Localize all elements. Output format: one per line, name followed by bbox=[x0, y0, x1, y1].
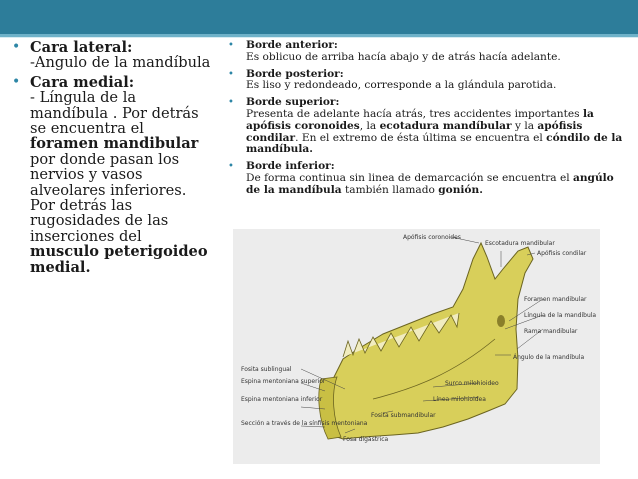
label-escotadura: Escotadura mandibular bbox=[485, 240, 555, 247]
foramen-mark bbox=[497, 315, 505, 327]
label-linea: Línea milohioidea bbox=[433, 396, 486, 403]
label-foramen: Foramen mandibular bbox=[524, 296, 587, 303]
label-condilar: Apófisis condilar bbox=[537, 250, 587, 257]
bullet-icon: • bbox=[228, 68, 234, 80]
bullet-icon: • bbox=[228, 97, 234, 109]
item-bold: angúlo de la mandíbula bbox=[246, 171, 614, 196]
left-column bbox=[12, 40, 212, 279]
label-digastrica: Fosa digástrica bbox=[343, 436, 389, 443]
list-item-borde-posterior bbox=[228, 69, 628, 93]
list-item-borde-inferior bbox=[228, 161, 628, 196]
item-text: también llamado bbox=[341, 183, 439, 196]
title-bar-accent-light bbox=[0, 37, 638, 38]
item-heading: Borde inferior: bbox=[246, 160, 335, 173]
item-bold-foramen: foramen mandibular bbox=[30, 135, 199, 153]
label-espina-sup: Espina mentoniana superior bbox=[241, 378, 326, 385]
label-sublingual: Fosita sublingual bbox=[241, 366, 292, 373]
item-heading: Borde posterior: bbox=[246, 67, 344, 80]
bullet-icon: • bbox=[12, 39, 21, 55]
bullet-icon: • bbox=[12, 73, 21, 90]
item-heading: Cara lateral: bbox=[30, 39, 133, 56]
label-coronoides: Apófisis coronoides bbox=[403, 234, 461, 241]
item-text: , la bbox=[359, 119, 380, 132]
item-heading: Borde anterior: bbox=[246, 39, 338, 51]
label-lingula: Língula de la mandíbula bbox=[524, 312, 597, 319]
mandible-illustration bbox=[233, 229, 600, 464]
label-surco: Surco milohioideo bbox=[445, 380, 499, 387]
label-espina-inf: Espina mentoniana inferior bbox=[241, 396, 323, 403]
label-rama: Rama mandibular bbox=[524, 328, 578, 335]
bullet-icon: • bbox=[228, 40, 234, 51]
item-text: Es oblicuo de arriba hacía abajo y de atrás hacía adelante. bbox=[246, 50, 561, 63]
list-item-cara-medial bbox=[12, 75, 212, 275]
item-text: De forma continua sin linea de demarcación se encuentra el bbox=[246, 171, 573, 184]
item-text: . En el extremo de ésta última se encuentra el bbox=[295, 131, 547, 144]
list-item-borde-superior bbox=[228, 97, 628, 156]
item-heading: Borde superior: bbox=[246, 96, 340, 109]
mandible-drawing bbox=[233, 229, 600, 464]
item-bold: ecotadura mandíbular bbox=[379, 119, 512, 132]
list-item-cara-lateral bbox=[12, 40, 212, 71]
item-text: - Língula de la mandíbula . Por detrás se encuentra el bbox=[30, 89, 199, 138]
title-bar bbox=[0, 0, 638, 34]
label-angulo: Ángulo de la mandíbula bbox=[513, 354, 585, 361]
right-column bbox=[228, 40, 628, 202]
item-text: -Angulo de la mandíbula bbox=[30, 54, 211, 72]
label-seccion: Sección a través de la sínfisis mentoniana bbox=[241, 420, 368, 427]
item-bold: la apófisis coronoides bbox=[246, 107, 594, 132]
item-text: Presenta de adelante hacía atrás, tres accidentes importantes bbox=[246, 107, 583, 120]
item-bold: cóndilo de la mandíbula. bbox=[246, 131, 623, 156]
item-bold: apófisis condilar bbox=[246, 119, 583, 144]
item-text: por donde pasan los nervios y vasos alveolares inferiores. Por detrás las rugosidades de las inserciones del bbox=[30, 150, 187, 245]
item-text: y la bbox=[511, 119, 538, 132]
item-heading: Cara medial: bbox=[30, 73, 135, 91]
list-item-borde-anterior bbox=[228, 40, 628, 64]
item-text: Es liso y redondeado, corresponde a la glándula parotida. bbox=[246, 79, 557, 92]
mandible-bone bbox=[325, 243, 533, 439]
bullet-icon: • bbox=[228, 161, 234, 173]
label-submandibular: Fosita submandibular bbox=[371, 412, 436, 419]
item-bold-musculo: musculo peterigoideo medial. bbox=[30, 243, 208, 276]
item-bold: gonión. bbox=[438, 183, 483, 196]
